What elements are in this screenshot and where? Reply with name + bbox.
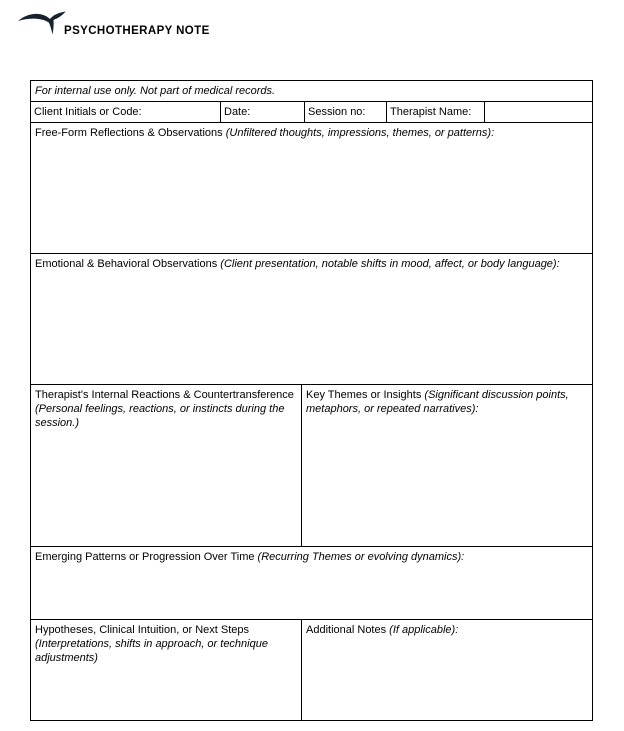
additional-notes-label	[302, 620, 592, 637]
disclaimer-row	[31, 81, 592, 101]
client-initials-label: Client Initials or Code:	[34, 106, 142, 118]
patterns-section	[31, 546, 592, 619]
date-cell[interactable]	[220, 102, 304, 122]
client-initials-cell[interactable]	[31, 102, 220, 122]
free-form-label	[31, 123, 592, 140]
additional-notes-section	[302, 620, 592, 720]
hypotheses-title: Hypotheses, Clinical Intuition, or Next Steps	[35, 624, 249, 636]
emotional-input-area[interactable]	[31, 271, 592, 384]
reactions-section	[31, 385, 302, 546]
therapist-name-label: Therapist Name:	[390, 106, 472, 118]
emotional-title: Emotional & Behavioral Observations	[35, 258, 218, 270]
therapist-name-cell[interactable]	[386, 102, 484, 122]
reactions-input-area[interactable]	[31, 430, 301, 546]
free-form-input-area[interactable]	[31, 140, 592, 253]
additional-notes-hint: (If applicable):	[386, 624, 459, 636]
emotional-label	[31, 254, 592, 271]
key-themes-section	[302, 385, 592, 546]
hypotheses-hint: (Interpretations, shifts in approach, or technique adjustments)	[35, 638, 268, 664]
therapist-name-value-cell[interactable]	[484, 102, 592, 122]
key-themes-input-area[interactable]	[302, 416, 592, 546]
key-themes-title: Key Themes or Insights	[306, 389, 422, 401]
emotional-hint: (Client presentation, notable shifts in mood, affect, or body language):	[217, 258, 560, 270]
emotional-section	[31, 253, 592, 384]
additional-notes-title: Additional Notes	[306, 624, 387, 636]
page-title: PSYCHOTHERAPY NOTE	[64, 25, 210, 37]
hypotheses-input-area[interactable]	[31, 665, 301, 720]
key-themes-label	[302, 385, 592, 416]
brand-header	[18, 11, 210, 38]
info-row	[31, 101, 592, 122]
hypotheses-section	[31, 620, 302, 720]
reactions-hint: (Personal feelings, reactions, or instincts during the session.)	[35, 403, 285, 429]
key-themes-hint: (Significant discussion points, metaphors, or repeated narratives):	[306, 389, 569, 415]
session-no-label: Session no:	[308, 106, 366, 118]
psychotherapy-note-form	[30, 80, 593, 721]
patterns-hint: (Recurring Themes or evolving dynamics):	[254, 551, 465, 563]
free-form-hint: (Unfiltered thoughts, impressions, themes, or patterns):	[222, 127, 495, 139]
date-label: Date:	[224, 106, 251, 118]
reactions-title: Therapist's Internal Reactions & Countertransference	[35, 389, 294, 401]
bird-logo-icon	[18, 11, 66, 38]
reactions-themes-row	[31, 384, 592, 546]
patterns-title: Emerging Patterns or Progression Over Time	[35, 551, 255, 563]
hypotheses-notes-row	[31, 619, 592, 720]
patterns-input-area[interactable]	[31, 564, 592, 619]
reactions-label	[31, 385, 301, 430]
free-form-title: Free-Form Reflections & Observations	[35, 127, 223, 139]
free-form-section	[31, 122, 592, 253]
hypotheses-label	[31, 620, 301, 665]
patterns-label	[31, 547, 592, 564]
disclaimer-text: For internal use only. Not part of medical records.	[35, 85, 276, 97]
session-no-cell[interactable]	[304, 102, 386, 122]
additional-notes-input-area[interactable]	[302, 637, 592, 720]
